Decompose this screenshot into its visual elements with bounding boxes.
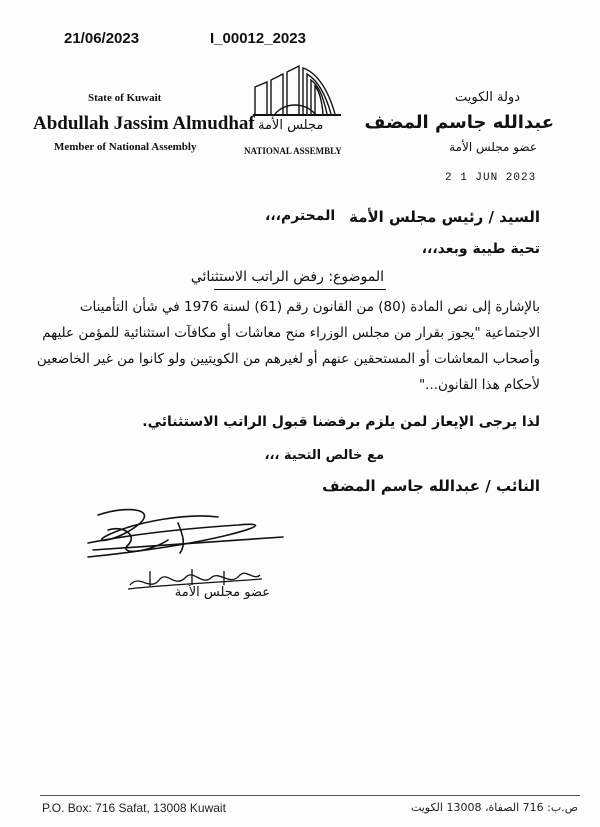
- body-line: الاجتماعية "يجوز بقرار من مجلس الوزراء منح معاشات أو مكافآت استثنائية للمؤمن عليهم: [42, 325, 540, 341]
- state-label-en: State of Kuwait: [88, 92, 162, 104]
- letter-date: 21/06/2023: [64, 30, 140, 47]
- national-assembly-label-ar: مجلس الأمة: [258, 118, 324, 133]
- member-title-ar: عضو مجلس الأمة: [449, 140, 537, 154]
- member-name-en: Abdullah Jassim Almudhaf: [33, 113, 255, 134]
- member-title-en: Member of National Assembly: [54, 141, 197, 153]
- postal-address-ar: ص.ب: 716 الصفاة، 13008 الكويت: [410, 801, 578, 814]
- subject-line: الموضوع: رفض الراتب الاستثنائي: [190, 269, 384, 285]
- addressee-honorific: المحترم،،،: [265, 208, 336, 224]
- greeting: تحية طيبة وبعد،،،: [421, 241, 540, 257]
- addressee: السيد / رئيس مجلس الأمة: [349, 208, 540, 226]
- closing-regards: مع خالص التحية ،،،: [264, 448, 384, 463]
- signatory-name: النائب / عبدالله جاسم المضف: [322, 477, 540, 495]
- postal-address-en: P.O. Box: 716 Safat, 13008 Kuwait: [42, 801, 226, 815]
- request-sentence: لذا يرجى الإيعاز لمن يلزم برفضنا قبول الراتب الاستثنائي.: [142, 414, 540, 430]
- subject-underline: [214, 289, 386, 290]
- body-line: بالإشارة إلى نص المادة (80) من القانون رقم (61) لسنة 1976 في شأن التأمينات: [79, 299, 540, 315]
- body-line: لأحكام هذا القانون...": [418, 377, 540, 393]
- member-name-ar: عبدالله جاسم المضف: [364, 112, 554, 133]
- body-line: وأصحاب المعاشات أو المستحقين عنهم أو لغيرهم من الكويتيين ولو كانوا من غير الخاضعين: [36, 351, 540, 367]
- stamp-member-label: عضو مجلس الأمة: [174, 585, 270, 600]
- reference-number: I_00012_2023: [210, 30, 306, 47]
- received-date-stamp: 2 1 JUN 2023: [445, 172, 537, 184]
- footer-divider: [40, 795, 580, 796]
- national-assembly-label-en: NATIONAL ASSEMBLY: [244, 146, 342, 156]
- state-label-ar: دولة الكويت: [455, 90, 520, 105]
